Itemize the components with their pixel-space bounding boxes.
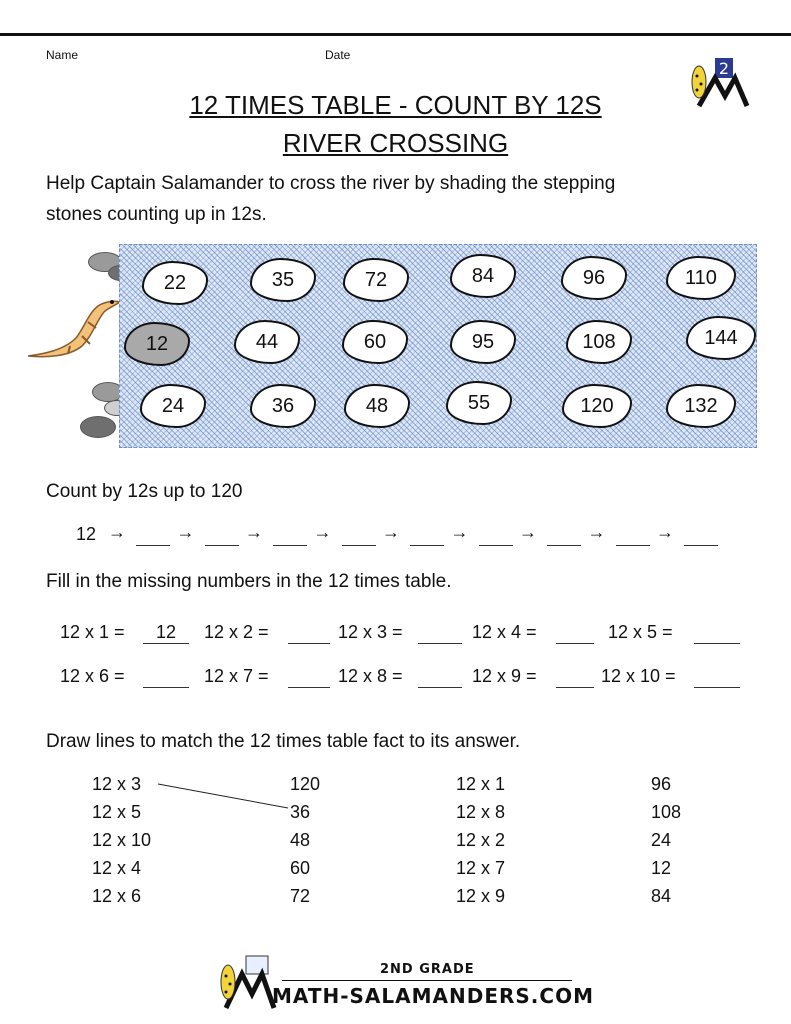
river-instruction-line2: stones counting up in 12s. [46,204,267,225]
arrow-icon: → [656,522,674,542]
name-label: Name [46,48,79,62]
arrow-icon: → [450,522,469,542]
fact-label: 12 x 10 = [601,666,676,686]
match-answer[interactable]: 24 [651,830,672,850]
arrow-icon: → [176,522,195,542]
stone-value: 96 [582,266,606,289]
fill-instructions: Fill in the missing numbers in the 12 times table. [46,571,452,592]
stone-value: 60 [363,330,387,353]
footer-salamander-icon [216,952,278,1010]
match-fact[interactable]: 12 x 7 [456,858,506,878]
fact-label: 12 x 5 = [608,622,673,642]
fact-label: 12 x 6 = [60,666,125,686]
match-answer[interactable]: 12 [651,858,672,878]
count-instructions: Count by 12s up to 120 [46,481,243,502]
arrow-icon: → [108,522,126,542]
grade-badge-text: 2 [718,59,730,78]
match-instructions: Draw lines to match the 12 times table fact to its answer. [46,731,521,752]
stone-value: 84 [471,264,495,287]
stone-value: 44 [255,330,279,353]
fact-label: 12 x 3 = [338,622,403,642]
fact-label: 12 x 9 = [472,666,537,686]
stone-value: 55 [467,391,491,414]
answer-field[interactable]: 12 [143,622,189,644]
stone-value: 35 [271,268,295,291]
river-instruction-line1: Help Captain Salamander to cross the river by shading the stepping [46,173,616,194]
stone-value: 72 [364,268,388,291]
fact-label: 12 x 4 = [472,622,537,642]
arrow-icon: → [382,522,400,542]
footer-site[interactable]: MATH-SALAMANDERS.COM [272,984,594,1008]
match-answer[interactable]: 96 [651,774,672,794]
stone-value: 22 [163,271,187,294]
stone-value: 48 [365,394,389,417]
arrow-icon: → [519,522,537,542]
match-fact[interactable]: 12 x 2 [456,830,506,850]
arrow-icon: → [313,522,332,542]
worksheet-title: 12 TIMES TABLE - COUNT BY 12S [189,90,602,120]
footer-grade: 2ND GRADE [380,962,475,977]
fact-label: 12 x 1 = [60,622,125,642]
match-fact[interactable]: 12 x 9 [456,886,506,906]
match-answer[interactable]: 72 [290,886,311,906]
match-fact[interactable]: 12 x 4 [92,858,142,878]
match-answer[interactable]: 120 [290,774,321,794]
fact-label: 12 x 7 = [204,666,269,686]
stone-value: 36 [271,394,295,417]
footer-rule [282,980,572,981]
arrow-icon: → [245,522,263,542]
stone-value: 24 [161,394,185,417]
fact-label: 12 x 2 = [204,622,269,642]
match-fact[interactable]: 12 x 10 [92,830,152,850]
match-answer[interactable]: 36 [290,802,311,822]
count-start: 12 [76,524,97,544]
match-fact[interactable]: 12 x 1 [456,774,506,794]
match-fact[interactable]: 12 x 3 [92,774,142,794]
stone-value: 110 [685,266,717,289]
match-answer[interactable]: 108 [651,802,682,822]
fact-label: 12 x 8 = [338,666,403,686]
stone-value: 132 [684,394,718,417]
stone-value: 108 [582,330,616,353]
match-answer[interactable]: 48 [290,830,311,850]
match-fact[interactable]: 12 x 8 [456,802,506,822]
match-fact[interactable]: 12 x 5 [92,802,142,822]
date-label: Date [325,48,351,62]
stone-value: 144 [704,326,738,349]
match-fact[interactable]: 12 x 6 [92,886,142,906]
match-answer[interactable]: 84 [651,886,672,906]
arrow-icon: → [587,522,606,542]
match-answer[interactable]: 60 [290,858,311,878]
stone-value: 12 [145,332,169,355]
stone-value: 120 [580,394,614,417]
stone-value: 95 [471,330,495,353]
worksheet-subtitle: RIVER CROSSING [282,128,509,158]
